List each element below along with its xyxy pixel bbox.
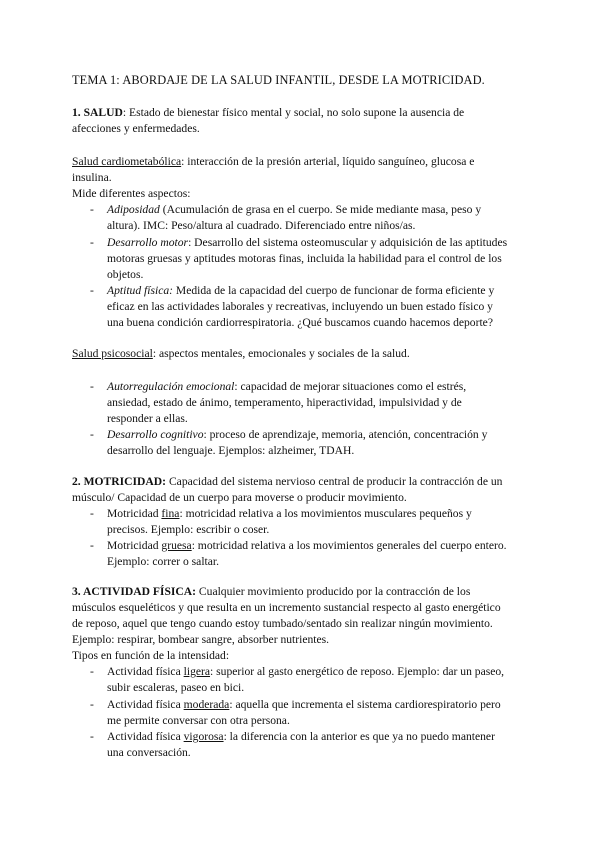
list-item-moderada (107, 697, 501, 713)
cardio-term: Salud cardiometabólica (72, 155, 182, 168)
cardio-definition: : interacción de la presión arterial, líquido sanguíneo, glucosa e (181, 155, 475, 168)
list-item-autorregulacion (107, 379, 466, 395)
salud-heading: 1. SALUD (72, 106, 123, 119)
desarrollo-cognitivo-term: Desarrollo cognitivo (107, 428, 204, 441)
document-title: TEMA 1: ABORDAJE DE LA SALUD INFANTIL, DESDE LA MOTRICIDAD. (72, 73, 485, 87)
adiposidad-text: (Acumulación de grasa en el cuerpo. Se mide mediante masa, peso y (159, 203, 482, 216)
motricidad-heading: 2. MOTRICIDAD: (72, 475, 167, 488)
motricidad-gruesa-term: gruesa (161, 539, 192, 552)
list-item-desarrollo-cognitivo (107, 427, 487, 443)
list-item-vigorosa (107, 729, 495, 745)
list-item-desarrollo-cognitivo-line-2: desarrollo del lenguaje. Ejemplos: alzheimer, TDAH. (107, 444, 355, 457)
autorregulacion-text: : capacidad de mejorar situaciones como el estrés, (234, 380, 467, 393)
moderada-text: : aquella que incrementa el sistema cardiorespiratorio pero (229, 698, 501, 711)
aptitud-fisica-text: Medida de la capacidad del cuerpo de funcionar de forma eficiente y (173, 284, 495, 297)
actividad-fisica-line-1 (72, 584, 470, 600)
list-item-desarrollo-motor-line-2: motoras gruesas y aptitudes motoras finas, incluida la habilidad para el control de los (107, 252, 502, 265)
aptitud-fisica-term: Aptitud física: (107, 284, 174, 297)
salud-definition-line-2: afecciones y enfermedades. (72, 122, 200, 135)
list-item-motricidad-fina-line-2: precisos. Ejemplo: escribir o coser. (107, 523, 270, 536)
list-item-autorregulacion-line-2: ansiedad, estado de ánimo, temperamento, hiperactividad, impulsividad y de (107, 396, 462, 409)
list-item-motricidad-gruesa (107, 538, 507, 554)
types-intro: Tipos en función de la intensidad: (72, 649, 230, 662)
list-item-adiposidad-line-2: altura). IMC: Peso/altura al cuadrado. Diferenciado entre niños/as. (107, 219, 416, 232)
actividad-fisica-line-4: Ejemplo: respirar, bombear sangre, absorber nutrientes. (72, 633, 330, 646)
actividad-fisica-line-3: de reposo, aquel que tengo cuando estoy tumbado/sentado sin realizar ningún movimiento. (72, 617, 493, 630)
motricidad-line-1 (72, 474, 502, 490)
list-item-motricidad-fina (107, 506, 472, 522)
motricidad-line-2: músculo/ Capacidad de un cuerpo para moverse o producir movimiento. (72, 491, 407, 504)
vigorosa-text: : la diferencia con la anterior es que ya no puedo mantener (223, 730, 495, 743)
motricidad-fina-term: fina (161, 507, 180, 520)
actividad-fisica-heading: 3. ACTIVIDAD FÍSICA: (72, 585, 197, 598)
bullet-dash: - (90, 284, 94, 297)
actividad-fisica-line-2: músculos esqueléticos y que resulta en un incremento sustancial respecto al gasto energético (72, 601, 501, 614)
psico-line (72, 346, 410, 362)
list-item-motricidad-gruesa-line-2: Ejemplo: correr o saltar. (107, 555, 220, 568)
list-item-desarrollo-motor-line-3: objetos. (107, 268, 144, 281)
motricidad-fina-prefix: Motricidad (107, 507, 162, 520)
motricidad-definition: Capacidad del sistema nervioso central de producir la contracción de un (166, 475, 503, 488)
vigorosa-term: vigorosa (183, 730, 224, 743)
psico-term: Salud psicosocial (72, 347, 153, 360)
bullet-dash: - (90, 203, 94, 216)
bullet-dash: - (90, 698, 94, 711)
cardio-line-1 (72, 154, 474, 170)
cardio-intro: Mide diferentes aspectos: (72, 187, 191, 200)
ligera-term: ligera (183, 665, 211, 678)
motricidad-gruesa-text: : motricidad relativa a los movimientos generales del cuerpo entero. (191, 539, 507, 552)
desarrollo-cognitivo-text: : proceso de aprendizaje, memoria, atención, concentración y (203, 428, 488, 441)
list-item-adiposidad (107, 202, 481, 218)
list-item-autorregulacion-line-3: responder a ellas. (107, 412, 188, 425)
list-item-ligera-line-2: subir escaleras, paseo en bici. (107, 681, 245, 694)
bullet-dash: - (90, 539, 94, 552)
moderada-prefix: Actividad física (107, 698, 184, 711)
psico-definition: : aspectos mentales, emocionales y sociales de la salud. (152, 347, 410, 360)
actividad-fisica-definition: Cualquier movimiento producido por la contracción de los (196, 585, 471, 598)
motricidad-fina-text: : motricidad relativa a los movimientos musculares pequeños y (179, 507, 472, 520)
bullet-dash: - (90, 428, 94, 441)
list-item-ligera (107, 664, 504, 680)
salud-definition-text: : Estado de bienestar físico mental y social, no solo supone la ausencia de (122, 106, 465, 119)
list-item-aptitud-fisica-line-3: una buena condición cardiorrespiratoria. ¿Qué buscamos cuando hacemos deporte? (107, 316, 493, 329)
list-item-moderada-line-2: me permite conversar con otra persona. (107, 714, 290, 727)
bullet-dash: - (90, 380, 94, 393)
bullet-dash: - (90, 665, 94, 678)
adiposidad-term: Adiposidad (107, 203, 160, 216)
cardio-line-2: insulina. (72, 171, 112, 184)
vigorosa-prefix: Actividad física (107, 730, 184, 743)
bullet-dash: - (90, 236, 94, 249)
ligera-text: : superior al gasto energético de reposo. Ejemplo: dar un paseo, (210, 665, 505, 678)
autorregulacion-term: Autorregulación emocional (107, 380, 235, 393)
list-item-vigorosa-line-2: una conversación. (107, 746, 191, 759)
motricidad-gruesa-prefix: Motricidad (107, 539, 162, 552)
ligera-prefix: Actividad física (107, 665, 184, 678)
list-item-desarrollo-motor (107, 235, 507, 251)
list-item-aptitud-fisica-line-2: eficaz en las actividades laborales y recreativas, incluyendo un buen estado físico y (107, 300, 493, 313)
salud-definition-line-1 (72, 105, 464, 121)
moderada-term: moderada (183, 698, 230, 711)
desarrollo-motor-term: Desarrollo motor (107, 236, 189, 249)
bullet-dash: - (90, 730, 94, 743)
list-item-aptitud-fisica (107, 283, 494, 299)
desarrollo-motor-text: : Desarrollo del sistema osteomuscular y adquisición de las aptitudes (188, 236, 508, 249)
bullet-dash: - (90, 507, 94, 520)
